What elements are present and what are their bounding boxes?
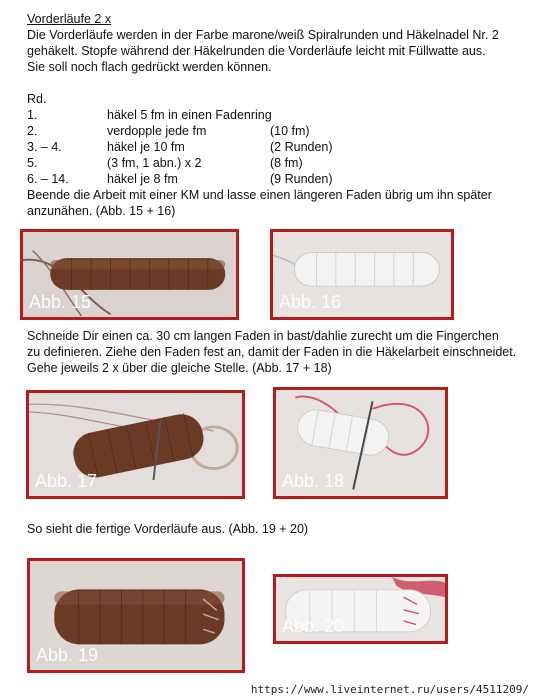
round-instruction: häkel je 8 fm <box>107 172 178 186</box>
finished-caption-line: So sieht die fertige Vorderläufe aus. (Abb. 19 + 20) <box>27 522 309 536</box>
round-count: (8 fm) <box>270 156 303 170</box>
round-instruction: häkel 5 fm in einen Fadenring <box>107 108 272 122</box>
photo-abb-16 <box>270 229 454 320</box>
photo-abb-20 <box>273 574 448 644</box>
round-instruction: (3 fm, 1 abn.) x 2 <box>107 156 202 170</box>
round-num: 1. <box>27 108 38 122</box>
intro-line: Sie soll noch flach gedrückt werden können. <box>27 60 272 74</box>
round-instruction: verdopple jede fm <box>107 124 207 138</box>
page-title: Vorderläufe 2 x <box>27 12 112 26</box>
round-num: 6. – 14. <box>27 172 69 186</box>
thread-instruction-line: Schneide Dir einen ca. 30 cm langen Faden in bast/dahlie zurecht um die Fingerchen <box>27 329 499 343</box>
photo-abb-15 <box>20 229 239 320</box>
caption-abb-16: Abb. 16 <box>279 292 342 312</box>
caption-abb-19: Abb. 19 <box>36 645 99 665</box>
round-instruction: häkel je 10 fm <box>107 140 185 154</box>
photo-abb-18 <box>273 387 448 499</box>
thread-instruction-line: zu definieren. Ziehe den Faden fest an, damit der Faden in die Häkelarbeit einschneidet. <box>27 345 517 359</box>
round-num: 3. – 4. <box>27 140 62 154</box>
round-count: (9 Runden) <box>270 172 333 186</box>
round-count: (2 Runden) <box>270 140 333 154</box>
round-num: 5. <box>27 156 38 170</box>
intro-line: Die Vorderläufe werden in der Farbe marone/weiß Spiralrunden und Häkelnadel Nr. 2 <box>27 28 499 42</box>
caption-abb-18: Abb. 18 <box>282 471 345 491</box>
round-count: (10 fm) <box>270 124 310 138</box>
finish-line: anzunähen. (Abb. 15 + 16) <box>27 204 176 218</box>
photo-abb-19 <box>27 558 245 673</box>
caption-abb-15: Abb. 15 <box>29 292 92 312</box>
caption-abb-20: Abb. 20 <box>282 616 345 636</box>
rounds-label: Rd. <box>27 92 47 106</box>
source-url: https://www.liveinternet.ru/users/4511209/ <box>250 683 529 696</box>
thread-instruction-line: Gehe jeweils 2 x über die gleiche Stelle. (Abb. 17 + 18) <box>27 361 332 375</box>
caption-abb-17: Abb. 17 <box>35 471 98 491</box>
photo-abb-17 <box>26 390 245 499</box>
intro-line: gehäkelt. Stopfe während der Häkelrunden die Vorderläufe leicht mit Füllwatte aus. <box>27 44 486 58</box>
round-num: 2. <box>27 124 38 138</box>
finish-line: Beende die Arbeit mit einer KM und lasse einen längeren Faden übrig um ihn später <box>27 188 492 202</box>
